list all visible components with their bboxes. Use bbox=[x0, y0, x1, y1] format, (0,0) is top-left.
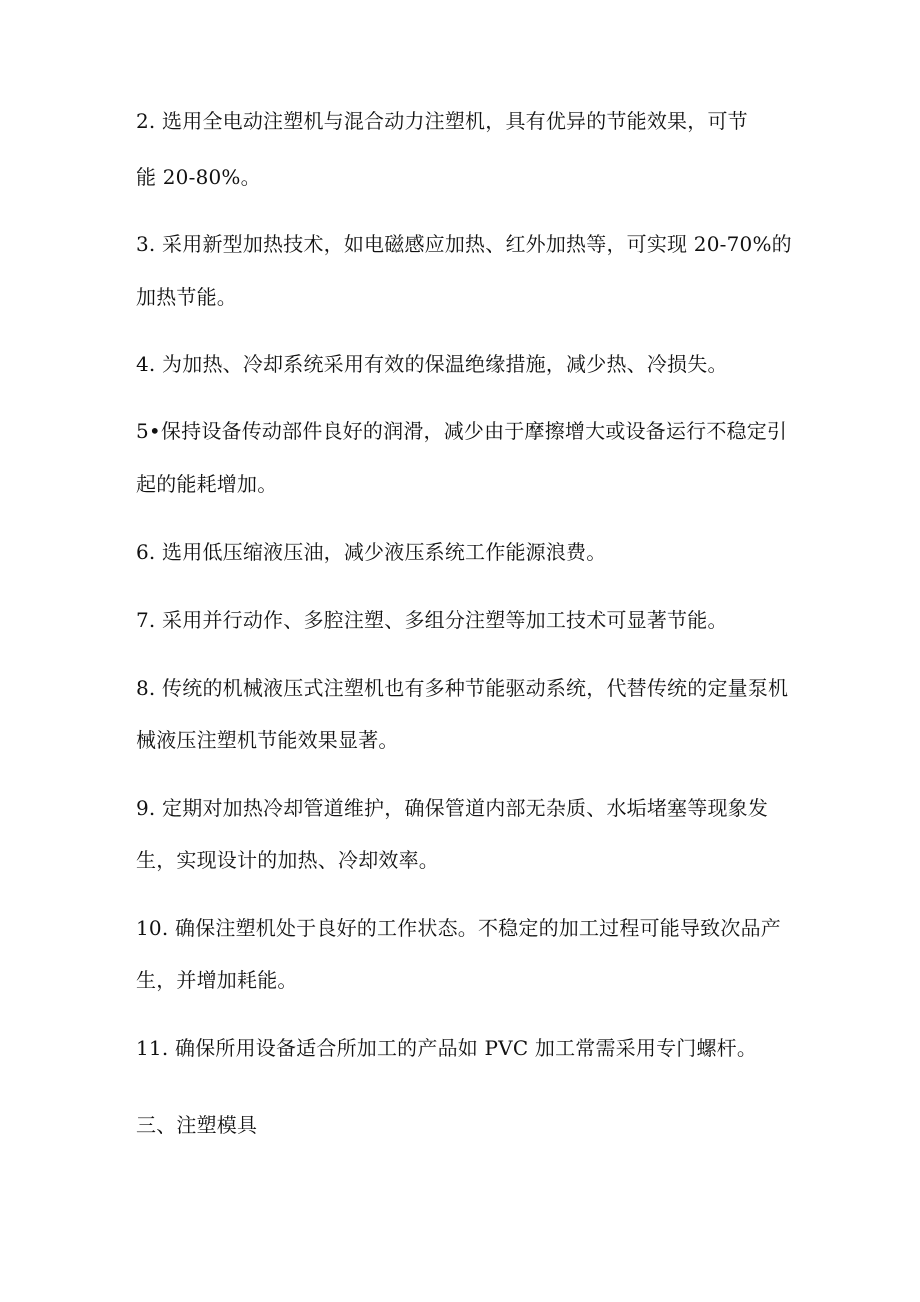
item-8-line-2: 械液压注塑机节能效果显著。 bbox=[136, 728, 399, 752]
item-3-line-2: 加热节能。 bbox=[136, 285, 237, 309]
item-2-line-1: 2. 选用全电动注塑机与混合动力注塑机，具有优异的节能效果，可节 bbox=[136, 109, 748, 133]
item-10-line-1: 10. 确保注塑机处于良好的工作状态。不稳定的加工过程可能导致次品产 bbox=[136, 916, 781, 940]
item-3-line-1: 3. 采用新型加热技术，如电磁感应加热、红外加热等，可实现 20-70%的 bbox=[136, 232, 792, 256]
item-2-line-2: 能 20-80%。 bbox=[136, 165, 261, 189]
item-9-line-1: 9. 定期对加热冷却管道维护，确保管道内部无杂质、水垢堵塞等现象发 bbox=[136, 796, 769, 820]
item-7-line-1: 7. 采用并行动作、多腔注塑、多组分注塑等加工技术可显著节能。 bbox=[136, 608, 728, 632]
item-9-line-2: 生，实现设计的加热、冷却效率。 bbox=[136, 848, 439, 872]
item-5-line-1: 5•保持设备传动部件良好的润滑，减少由于摩擦增大或设备运行不稳定引 bbox=[136, 419, 788, 443]
item-5-line-2: 起的能耗增加。 bbox=[136, 472, 278, 496]
section-heading: 三、注塑模具 bbox=[136, 1113, 258, 1137]
item-10-line-2: 生，并增加耗能。 bbox=[136, 968, 298, 992]
item-6-line-1: 6. 选用低压缩液压油，减少液压系统工作能源浪费。 bbox=[136, 540, 607, 564]
item-4-line-1: 4. 为加热、冷却系统采用有效的保温绝缘措施，减少热、冷损失。 bbox=[136, 352, 728, 376]
item-11-line-1: 11. 确保所用设备适合所加工的产品如 PVC 加工常需采用专门螺杆。 bbox=[136, 1036, 758, 1060]
item-8-line-1: 8. 传统的机械液压式注塑机也有多种节能驱动系统，代替传统的定量泵机 bbox=[136, 676, 789, 700]
